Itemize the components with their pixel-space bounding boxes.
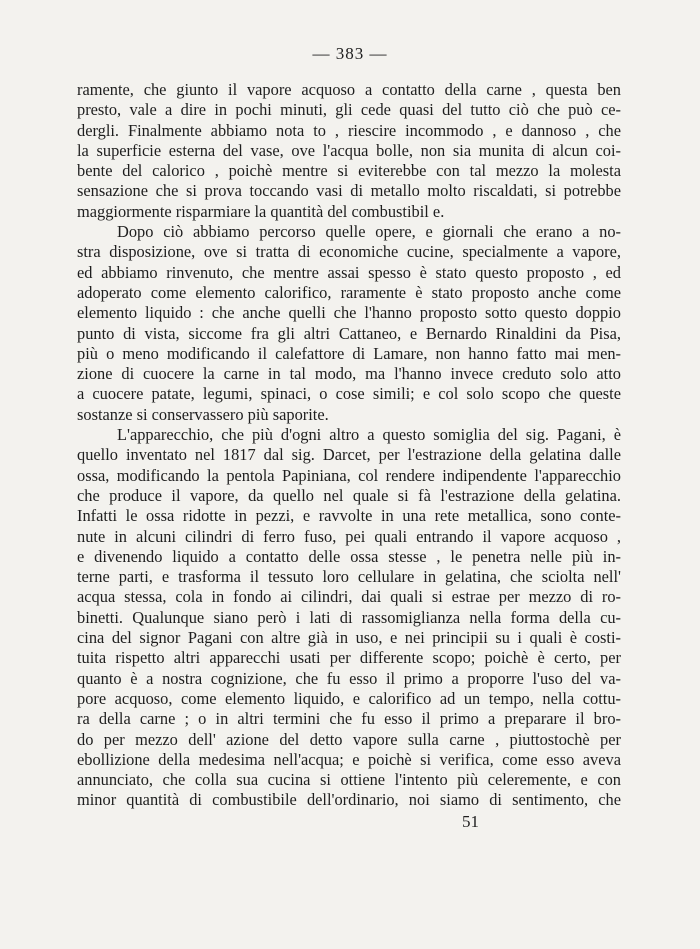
text-line: che produce il vapore, da quello nel quale si fà l'estrazione della gelatina. — [77, 485, 621, 505]
text-line: maggiormente risparmiare la quantità del combustibil e. — [77, 201, 445, 221]
text-line: cina del signor Pagani con altre già in uso, e nei principii su i quali è costi- — [77, 628, 621, 648]
text-line: nute in alcuni cilindri di ferro fuso, pei quali entrando il vapore acquoso , — [77, 526, 621, 546]
text-line: bente del calorico , poichè mentre si eviterebbe con tal mezzo la molesta — [77, 161, 621, 181]
text-line: dergli. Finalmente abbiamo nota to , riescire incommodo , e dannoso , che — [77, 120, 621, 140]
signature-mark: 51 — [462, 812, 479, 831]
text-line: e divenendo liquido a contatto delle ossa stesse , le penetra nelle più in- — [77, 546, 621, 566]
text-line: tuita rispetto altri apparecchi usati per differente scopo; poichè è certo, per — [77, 648, 621, 668]
body-text — [77, 80, 621, 811]
text-line: più o meno modificando il calefattore di Lamare, non hanno fatto mai men- — [77, 343, 621, 363]
text-line: punto di vista, siccome fra gli altri Cattaneo, e Bernardo Rinaldini da Pisa, — [77, 323, 621, 343]
text-line: ed abbiamo rinvenuto, che mentre assai spesso è stato questo proposto , ed — [77, 262, 621, 282]
text-line: la superficie esterna del vase, ove l'acqua bolle, non sia munita di alcun coi- — [77, 140, 621, 160]
text-line: ebollizione della medesima nell'acqua; e poichè si verifica, come esso aveva — [77, 749, 621, 769]
text-line: ra della carne ; o in altri termini che fu esso il primo a preparare il bro- — [77, 709, 621, 729]
text-line: do per mezzo dell' azione del detto vapore sulla carne , piuttostochè per — [77, 729, 621, 749]
text-line: quello inventato nel 1817 dal sig. Darcet, per l'estrazione della gelatina dalle — [77, 445, 621, 465]
text-line: binetti. Qualunque siano però i lati di rassomiglianza nella forma della cu- — [77, 607, 621, 627]
text-line: L'apparecchio, che più d'ogni altro a questo somiglia del sig. Pagani, è — [117, 425, 621, 445]
text-line: elemento liquido : che anche quelli che l'hanno proposto sotto questo doppio — [77, 303, 621, 323]
text-line: presto, vale a dire in pochi minuti, gli cede quasi del tutto ciò che può ce- — [77, 100, 621, 120]
text-line: adoperato come elemento calorifico, raramente è stato proposto anche come — [77, 282, 621, 302]
text-line: zione di cuocere la carne in tal modo, ma l'hanno invece creduto solo atto — [77, 364, 621, 384]
text-line: ossa, modificando la pentola Papiniana, col rendere indipendente l'apparecchio — [77, 465, 621, 485]
text-line: sostanze si conservassero più saporite. — [77, 404, 329, 424]
text-line: ramente, che giunto il vapore acquoso a contatto della carne , questa ben — [77, 80, 621, 99]
text-line: sensazione che si prova toccando vasi di metallo molto riscaldati, si potrebbe — [77, 181, 621, 201]
text-line: Infatti le ossa ridotte in pezzi, e ravvolte in una rete metallica, sono conte- — [77, 506, 621, 526]
text-line: pore acquoso, come elemento liquido, e calorifico ad un tempo, nella cottu- — [77, 688, 621, 708]
text-line: a cuocere patate, legumi, spinaci, o cose simili; e col solo scopo che queste — [77, 384, 621, 404]
text-line: acqua stessa, cola in fondo ai cilindri, dai quali si estrae per mezzo di ro- — [77, 587, 621, 607]
text-line: stra disposizione, ove si tratta di economiche cucine, specialmente a vapore, — [77, 242, 621, 262]
text-line: annunciato, che colla sua cucina si ottiene l'intento più celeremente, e con — [77, 770, 621, 790]
page-number-header: — 383 — — [312, 44, 388, 63]
text-line: terne parti, e trasforma il tessuto loro cellulare in gelatina, che sciolta nell' — [77, 567, 621, 587]
text-line: quanto è a nostra cognizione, che fu esso il primo a proporre l'uso del va- — [77, 668, 621, 688]
text-line: minor quantità di combustibile dell'ordinario, noi siamo di sentimento, che — [77, 790, 621, 810]
text-line: Dopo ciò abbiamo percorso quelle opere, e giornali che erano a no- — [117, 222, 621, 242]
